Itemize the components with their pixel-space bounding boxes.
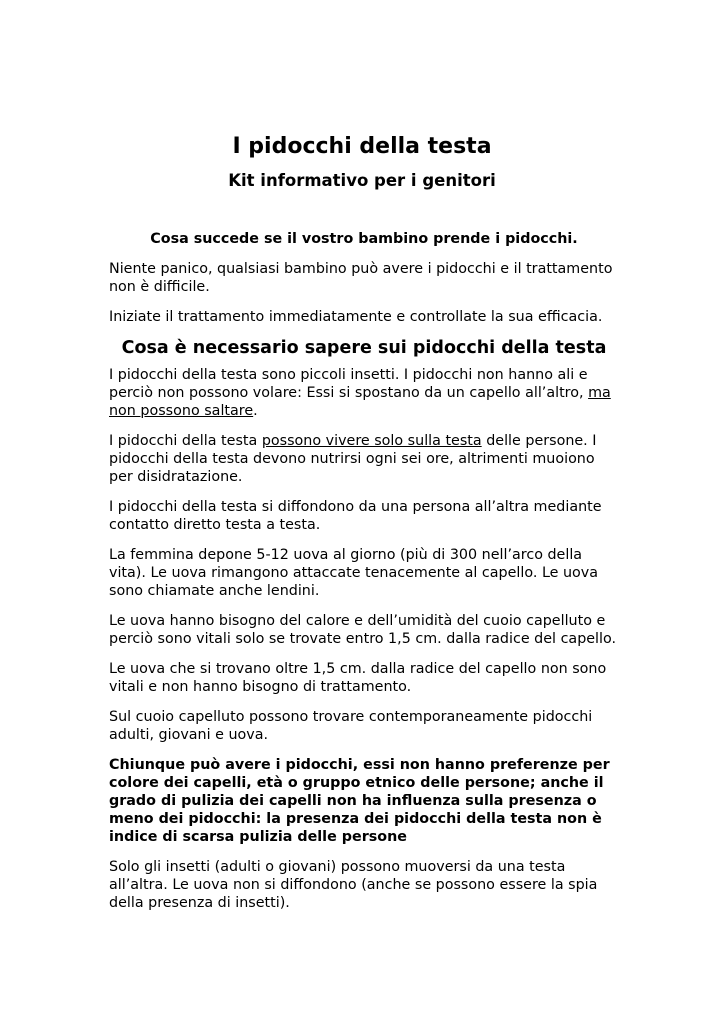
paragraph-eggs-laid: La femmina depone 5-12 uova al giorno (più di 300 nell’arco della vita). Le uova rimangono attaccate tenacemente al capello. Le uova sono chiamate anche lendini. bbox=[109, 547, 599, 599]
paragraph-live-on-head bbox=[109, 432, 619, 486]
paragraph-scalp: Sul cuoio capelluto possono trovare contemporaneamente pidocchi adulti, giovani e uova. bbox=[109, 709, 593, 743]
paragraph-insects-end: . bbox=[253, 403, 258, 419]
intro-paragraph-1: Niente panico, qualsiasi bambino può avere i pidocchi e il trattamento non è difficile. bbox=[109, 261, 613, 295]
paragraph-insects-text: I pidocchi della testa sono piccoli insetti. I pidocchi non hanno ali e perciò non possono volare: Essi si spostano da un capello all’altro, bbox=[109, 367, 589, 401]
document-body bbox=[109, 230, 619, 924]
paragraph-eggs-warmth: Le uova hanno bisogno del calore e dell’umidità del cuoio capelluto e perciò sono vitali solo se trovate entro 1,5 cm. dalla radice del capello. bbox=[109, 613, 617, 647]
paragraph-anyone-bold: Chiunque può avere i pidocchi, essi non hanno preferenze per colore dei capelli, età o gruppo etnico delle persone; anche il grado di pulizia dei capelli non ha influenza sulla presenza o meno dei pidocchi: la presenza dei pidocchi della testa non è indice di scarsa pulizia delle persone bbox=[109, 757, 610, 845]
intro-paragraph-2: Iniziate il trattamento immediatamente e controllate la sua efficacia. bbox=[109, 309, 603, 325]
underlined-cannot-jump: ma non possono saltare bbox=[109, 385, 611, 419]
paragraph-live-on-head-end: delle persone. I pidocchi della testa devono nutrirsi ogni sei ore, altrimenti muoiono per disidratazione. bbox=[109, 433, 597, 485]
underlined-only-on-head: possono vivere solo sulla testa bbox=[261, 433, 482, 449]
intro-heading: Cosa succede se il vostro bambino prende i pidocchi. bbox=[150, 231, 578, 247]
paragraph-spread: I pidocchi della testa si diffondono da una persona all’altra mediante contatto diretto testa a testa. bbox=[109, 499, 602, 533]
paragraph-insects bbox=[109, 366, 619, 420]
document-subtitle: Kit informativo per i genitori bbox=[228, 171, 496, 190]
paragraph-only-insects-move: Solo gli insetti (adulti o giovani) possono muoversi da una testa all’altra. Le uova non si diffondono (anche se possono essere la spia della presenza di insetti). bbox=[109, 859, 598, 911]
section-heading: Cosa è necessario sapere sui pidocchi della testa bbox=[121, 338, 607, 358]
document-title: I pidocchi della testa bbox=[232, 134, 492, 159]
paragraph-eggs-not-viable: Le uova che si trovano oltre 1,5 cm. dalla radice del capello non sono vitali e non hanno bisogno di trattamento. bbox=[109, 661, 607, 695]
paragraph-live-on-head-text: I pidocchi della testa bbox=[109, 433, 262, 449]
